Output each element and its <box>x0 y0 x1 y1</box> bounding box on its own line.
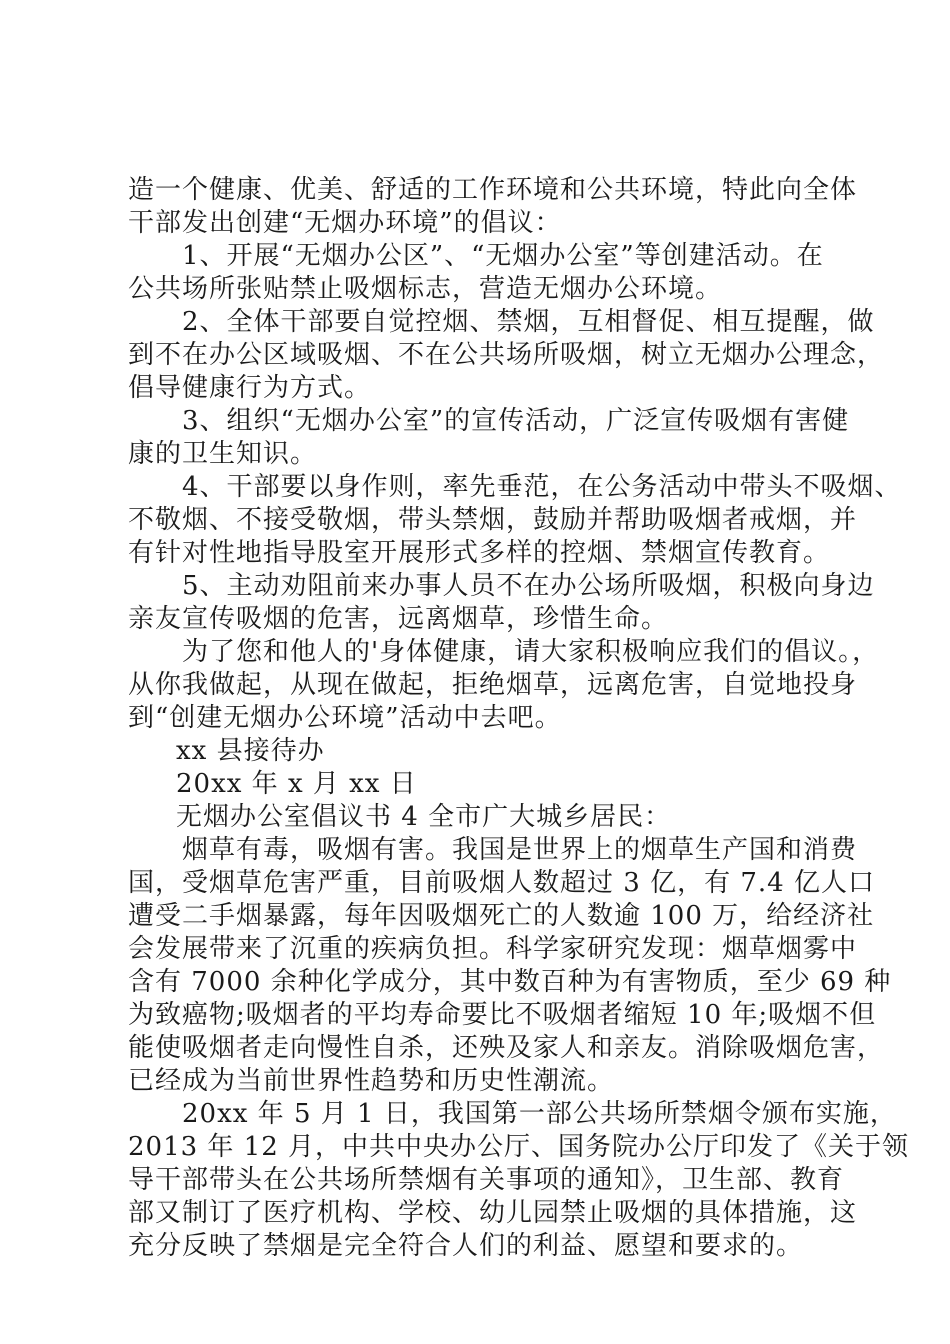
paragraph-line: 部又制订了医疗机构、学校、幼儿园禁止吸烟的具体措施，这 <box>128 1198 858 1228</box>
paragraph-line: 康的卫生知识。 <box>128 439 318 469</box>
paragraph-line: 2013 年 12 月，中共中央办公厅、国务院办公厅印发了《关于领 <box>128 1132 910 1162</box>
signature-date: 20xx 年 x 月 xx 日 <box>176 769 417 799</box>
paragraph-line: 能使吸烟者走向慢性自杀，还殃及家人和亲友。消除吸烟危害， <box>128 1033 885 1063</box>
proposal-item-5: 5、主动劝阻前来办事人员不在办公场所吸烟，积极向身边 <box>182 571 875 601</box>
paragraph-line: 国，受烟草危害严重，目前吸烟人数超过 3 亿，有 7.4 亿人口 <box>128 868 875 898</box>
proposal-item-3: 3、组织“无烟办公室”的宣传活动，广泛宣传吸烟有害健 <box>182 406 850 436</box>
paragraph-line: 不敬烟、不接受敬烟，带头禁烟，鼓励并帮助吸烟者戒烟，并 <box>128 505 858 535</box>
paragraph-line: 倡导健康行为方式。 <box>128 373 372 403</box>
paragraph-line: 从你我做起，从现在做起，拒绝烟草，远离危害，自觉地投身 <box>128 670 858 700</box>
paragraph-line: 亲友宣传吸烟的危害，远离烟草，珍惜生命。 <box>128 604 669 634</box>
paragraph-line: 干部发出创建“无烟办环境”的倡议： <box>128 208 562 238</box>
paragraph-line: 遭受二手烟暴露，每年因吸烟死亡的人数逾 100 万，给经济社 <box>128 901 875 931</box>
paragraph-line: 为致癌物;吸烟者的平均寿命要比不吸烟者缩短 10 年;吸烟不但 <box>128 1000 877 1030</box>
proposal-item-1: 1、开展“无烟办公区”、“无烟办公室”等创建活动。在 <box>182 241 824 271</box>
paragraph-line: 会发展带来了沉重的疾病负担。科学家研究发现：烟草烟雾中 <box>128 934 858 964</box>
closing-paragraph: 为了您和他人的'身体健康，请大家积极响应我们的倡议。， <box>182 637 880 667</box>
paragraph-start: 烟草有毒，吸烟有害。我国是世界上的烟草生产国和消费 <box>182 835 858 865</box>
paragraph-line: 造一个健康、优美、舒适的工作环境和公共环境，特此向全体 <box>128 175 858 205</box>
proposal-item-4: 4、干部要以身作则，率先垂范，在公务活动中带头不吸烟、 <box>182 472 902 502</box>
paragraph-line: 已经成为当前世界性趋势和历史性潮流。 <box>128 1066 615 1096</box>
paragraph-line: 有针对性地指导股室开展形式多样的控烟、禁烟宣传教育。 <box>128 538 831 568</box>
signature-organization: xx 县接待办 <box>176 736 325 766</box>
proposal-item-2: 2、全体干部要自觉控烟、禁烟，互相督促、相互提醒，做 <box>182 307 875 337</box>
paragraph-line: 到“创建无烟办公环境”活动中去吧。 <box>128 703 562 733</box>
paragraph-line: 含有 7000 余种化学成分，其中数百种为有害物质，至少 69 种 <box>128 967 892 997</box>
paragraph-line: 充分反映了禁烟是完全符合人们的利益、愿望和要求的。 <box>128 1231 804 1261</box>
paragraph-line: 公共场所张贴禁止吸烟标志，营造无烟办公环境。 <box>128 274 723 304</box>
paragraph-line: 导干部带头在公共场所禁烟有关事项的通知》，卫生部、教育 <box>128 1165 845 1195</box>
paragraph-line: 到不在办公区域吸烟、不在公共场所吸烟，树立无烟办公理念， <box>128 340 885 370</box>
paragraph-start: 20xx 年 5 月 1 日，我国第一部公共场所禁烟令颁布实施， <box>182 1099 897 1129</box>
document-body <box>128 174 910 1263</box>
section-heading: 无烟办公室倡议书 4 全市广大城乡居民： <box>176 802 672 832</box>
